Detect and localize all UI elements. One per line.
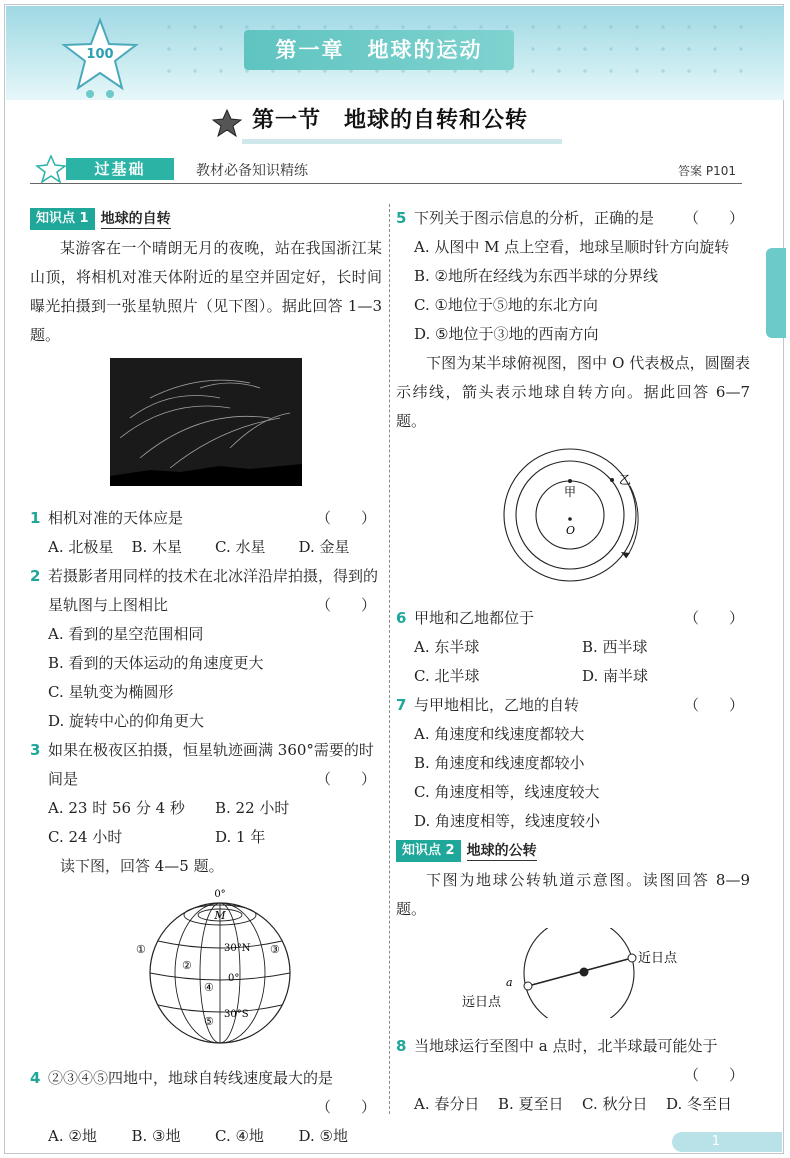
q8-option-b: B. 夏至日 — [498, 1095, 564, 1113]
mascot-star-icon — [60, 16, 140, 100]
globe-point-2: ② — [182, 959, 192, 972]
answer-reference: 答案 P101 — [678, 164, 736, 178]
q2-option-c: C. 星轨变为椭圆形 — [48, 683, 174, 701]
globe-label-top: 0° — [214, 889, 226, 900]
q5-option-c: C. ①地位于⑤地的东北方向 — [414, 296, 598, 314]
q4-stem: ②③④⑤四地中，地球自转线速度最大的是 — [48, 1069, 334, 1087]
q1-options — [30, 533, 382, 562]
kp1-title: 地球的自转 — [100, 210, 171, 227]
q2-option-b: B. 看到的天体运动的角速度更大 — [48, 654, 264, 672]
q3-option-a: A. 23 时 56 分 4 秒 — [48, 799, 185, 817]
q7-answer-blank: （ ） — [683, 696, 744, 714]
hemisphere-diagram — [490, 440, 660, 590]
globe-point-1: ① — [136, 943, 146, 956]
q5-option-d: D. ⑤地位于③地的西南方向 — [414, 325, 599, 343]
q8-option-d: D. 冬至日 — [666, 1095, 733, 1113]
globe-point-3: ③ — [270, 943, 280, 956]
hemi-label-jia: 甲 — [564, 485, 577, 499]
q5-stem: 下列关于图示信息的分析，正确的是 — [414, 209, 655, 227]
q6-answer-blank: （ ） — [683, 609, 744, 627]
q5-answer-blank: （ ） — [683, 209, 744, 227]
q5-number: 5 — [396, 209, 407, 227]
q4-option-a: A. ②地 — [48, 1127, 97, 1145]
q8-answer-blank: （ ） — [683, 1066, 744, 1084]
q1-answer-blank: （ ） — [315, 509, 376, 527]
side-tab — [766, 248, 786, 338]
q4-option-d: D. ⑤地 — [298, 1127, 348, 1145]
orbit-label-far: 远日点 — [462, 995, 502, 1010]
q6-option-b: B. 西半球 — [582, 638, 648, 656]
q5-option-a: A. 从图中 M 点上空看，地球呈顺时针方向旋转 — [414, 238, 730, 256]
q6-options-row2 — [396, 662, 750, 691]
question-6 — [396, 604, 750, 633]
basics-bar — [30, 154, 742, 186]
q7-option-a: A. 角速度和线速度都较大 — [414, 725, 585, 743]
q3-option-c: C. 24 小时 — [48, 828, 123, 846]
question-8 — [396, 1032, 750, 1061]
section-underline — [242, 139, 562, 144]
q3-answer-blank: （ ） — [315, 770, 376, 788]
globe-diagram — [120, 885, 320, 1050]
q8-number: 8 — [396, 1037, 407, 1055]
q6-option-d: D. 南半球 — [582, 667, 649, 685]
q2-stem: 若摄影者用同样的技术在北冰洋沿岸拍摄，得到的星轨图与上图相比 — [48, 567, 379, 614]
question-4 — [30, 1064, 382, 1093]
q6-options-row1 — [396, 633, 750, 662]
q8-option-a: A. 春分日 — [414, 1095, 480, 1113]
question-2 — [30, 562, 382, 620]
section-title: 第一节 地球的自转和公转 — [252, 108, 529, 133]
q4-option-c: C. ④地 — [215, 1127, 264, 1145]
q8-stem: 当地球运行至图中 a 点时，北半球最可能处于 — [414, 1037, 718, 1055]
q6-option-c: C. 北半球 — [414, 667, 480, 685]
question-7 — [396, 691, 750, 720]
q7-stem: 与甲地相比，乙地的自转 — [414, 696, 580, 714]
q8-option-c: C. 秋分日 — [582, 1095, 648, 1113]
question-1 — [30, 504, 382, 533]
basics-underline — [30, 183, 742, 184]
mascot-text: 100 — [86, 47, 114, 62]
q1-option-b: B. 木星 — [131, 538, 183, 556]
q3-options-row1 — [30, 794, 382, 823]
footer-band — [672, 1132, 782, 1152]
globe-label-m: M — [214, 909, 226, 922]
q7-option-c: C. 角速度相等，线速度较大 — [414, 783, 600, 801]
q4-options — [30, 1122, 382, 1151]
q6-option-a: A. 东半球 — [414, 638, 480, 656]
hemi-label-o: O — [566, 524, 576, 537]
chapter-banner — [6, 6, 784, 100]
basics-subtitle: 教材必备知识精练 — [196, 163, 308, 179]
q1-option-d: D. 金星 — [298, 538, 350, 556]
intro-6-7: 下图为某半球俯视图，图中 O 代表极点，圆圈表示纬线，箭头表示地球自转方向。据此回答 6—7 题。 — [396, 354, 750, 430]
right-column — [396, 204, 750, 1119]
q3-option-d: D. 1 年 — [215, 828, 266, 846]
kp2-title: 地球的公转 — [466, 842, 537, 859]
left-column — [30, 204, 382, 1151]
intro-4-5: 读下图，回答 4—5 题。 — [60, 857, 224, 875]
page-number: 1 — [711, 1134, 720, 1149]
star-icon — [212, 109, 242, 137]
q4-answer-blank: （ ） — [315, 1098, 376, 1116]
q7-number: 7 — [396, 696, 407, 714]
orbit-label-a: a — [506, 976, 513, 989]
chapter-title: 第一章 地球的运动 — [244, 30, 514, 70]
column-divider — [389, 204, 390, 1114]
q2-option-a: A. 看到的星空范围相同 — [48, 625, 204, 643]
section-heading — [212, 103, 562, 143]
q3-number: 3 — [30, 741, 41, 759]
q1-option-c: C. 水星 — [215, 538, 266, 556]
globe-label-0: 0° — [228, 973, 240, 984]
globe-point-4: ④ — [204, 981, 214, 994]
knowledge-point-1 — [30, 206, 382, 232]
q3-stem: 如果在极夜区拍摄，恒星轨迹画满 360°需要的时间是 — [48, 741, 374, 788]
question-3 — [30, 736, 382, 794]
q3-option-b: B. 22 小时 — [215, 799, 290, 817]
hemi-label-yi: 乙 — [619, 473, 632, 487]
basics-tag: 过基础 — [66, 158, 174, 180]
q8-options — [396, 1090, 750, 1119]
q4-number: 4 — [30, 1069, 41, 1087]
q7-option-d: D. 角速度相等，线速度较小 — [414, 812, 601, 830]
q6-number: 6 — [396, 609, 407, 627]
globe-point-5: ⑤ — [204, 1015, 214, 1028]
q1-option-a: A. 北极星 — [48, 538, 114, 556]
q5-option-b: B. ②地所在经线为东西半球的分界线 — [414, 267, 659, 285]
intro-8-9: 下图为地球公转轨道示意图。读图回答 8—9 题。 — [396, 871, 750, 918]
q3-options-row2 — [30, 823, 382, 852]
q7-option-b: B. 角速度和线速度都较小 — [414, 754, 585, 772]
star-trail-photo — [110, 358, 302, 486]
q2-answer-blank: （ ） — [315, 596, 376, 614]
q2-option-d: D. 旋转中心的仰角更大 — [48, 712, 205, 730]
intro-1-3: 某游客在一个晴朗无月的夜晚，站在我国浙江某山顶，将相机对准天体附近的星空并固定好，长时间曝光拍摄到一张星轨照片（见下图）。据此回答 1—3 题。 — [30, 239, 382, 344]
orbit-diagram — [454, 928, 704, 1018]
globe-label-30n: 30°N — [224, 943, 251, 954]
question-5 — [396, 204, 750, 233]
kp1-tag: 知识点 1 — [30, 208, 95, 230]
globe-label-30s: 30°S — [224, 1009, 249, 1020]
mascot-small-icon — [34, 154, 68, 184]
q1-stem: 相机对准的天体应是 — [48, 509, 184, 527]
knowledge-point-2 — [396, 838, 750, 864]
kp2-tag: 知识点 2 — [396, 840, 461, 862]
q2-number: 2 — [30, 567, 41, 585]
q1-number: 1 — [30, 509, 41, 527]
q4-option-b: B. ③地 — [131, 1127, 181, 1145]
q6-stem: 甲地和乙地都位于 — [414, 609, 535, 627]
orbit-label-near: 近日点 — [638, 951, 678, 966]
